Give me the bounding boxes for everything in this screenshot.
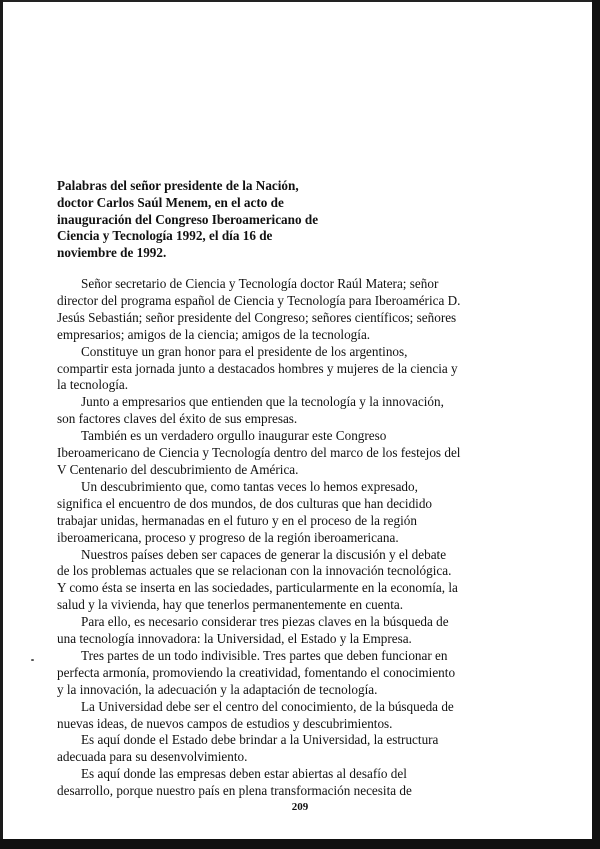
body-text-line: Señor secretario de Ciencia y Tecnología doctor Raúl Matera; señor [81, 276, 439, 291]
speech-body [57, 276, 477, 800]
body-text-line: Es aquí donde el Estado debe brindar a la Universidad, la estructura [81, 732, 439, 748]
body-text-line: trabajar unidas, hermanadas en el futuro y en el proceso de la región [57, 512, 417, 528]
scan-edge-bottom [0, 839, 600, 849]
body-text-line: una tecnología innovadora: la Universidad, el Estado y la Empresa. [57, 631, 412, 647]
scan-edge-right [592, 0, 600, 849]
body-text-line: Un descubrimiento que, como tantas veces lo hemos expresado, [81, 478, 418, 494]
body-text-line: compartir esta jornada junto a destacados hombres y mujeres de la ciencia y [57, 360, 458, 376]
body-text-line: Es aquí donde las empresas deben estar abiertas al desafío del [81, 766, 407, 782]
body-text-line: V Centenario del descubrimiento de América. [57, 461, 299, 477]
speech-title-line: Ciencia y Tecnología 1992, el día 16 de [57, 228, 273, 244]
body-text-line: También es un verdadero orgullo inaugurar este Congreso [81, 428, 387, 444]
body-text-line: Tres partes de un todo indivisible. Tres partes que deben funcionar en [81, 647, 448, 663]
body-text-line: director del programa español de Ciencia y Tecnología para Iberoamérica D. [57, 292, 461, 308]
speech-title-line: doctor Carlos Saúl Menem, en el acto de [57, 194, 284, 210]
body-text-line: la tecnología. [57, 377, 129, 393]
speech-title-line: Palabras del señor presidente de la Nación, [57, 178, 299, 193]
body-text-line: Jesús Sebastián; señor presidente del Congreso; señores científicos; señores [57, 309, 457, 325]
scan-edge-left [0, 0, 3, 849]
body-text-line: empresarios; amigos de la ciencia; amigos de la tecnología. [57, 326, 371, 342]
body-text-line: significa el encuentro de dos mundos, de dos culturas que han decidido [57, 495, 433, 511]
body-text-line: La Universidad debe ser el centro del conocimiento, de la búsqueda de [81, 698, 454, 714]
body-text-line: salud y la vivienda, hay que tenerlos permanentemente en cuenta. [57, 597, 404, 613]
speech-title-line: noviembre de 1992. [57, 245, 167, 261]
body-text-line: y la innovación, la adecuación y la adaptación de tecnología. [57, 681, 378, 697]
body-text-line: Y como ésta se inserta en las sociedades, particularmente en la economía, la [57, 580, 458, 596]
scan-speck [31, 659, 34, 661]
body-text-line: iberoamericana, proceso y progreso de la región iberoamericana. [57, 529, 399, 545]
body-text-line: Iberoamericano de Ciencia y Tecnología dentro del marco de los festejos del [57, 445, 461, 461]
body-text-line: Nuestros países deben ser capaces de generar la discusión y el debate [81, 546, 447, 562]
body-text-line: perfecta armonía, promoviendo la creatividad, fomentando el conocimiento [57, 664, 456, 680]
body-text-line: Constituye un gran honor para el presidente de los argentinos, [81, 343, 408, 359]
body-text-line: Para ello, es necesario considerar tres piezas claves en la búsqueda de [81, 614, 449, 630]
body-text-line: nuevas ideas, de nuevos campos de estudios y descubrimientos. [57, 715, 393, 731]
speech-title-line: inauguración del Congreso Iberoamericano de [57, 211, 319, 227]
body-text-line: son factores claves del éxito de sus empresas. [57, 411, 298, 427]
page-number: 209 [291, 801, 309, 813]
body-text-line: de los problemas actuales que se relacionan con la innovación tecnológica. [57, 563, 452, 579]
scan-edge-top [0, 0, 600, 2]
body-text-line: Junto a empresarios que entienden que la tecnología y la innovación, [81, 394, 444, 410]
speech-title [57, 178, 347, 262]
body-text-line: adecuada para su desenvolvimiento. [57, 749, 248, 765]
body-text-line: desarrollo, porque nuestro país en plena transformación necesita de [57, 783, 412, 799]
